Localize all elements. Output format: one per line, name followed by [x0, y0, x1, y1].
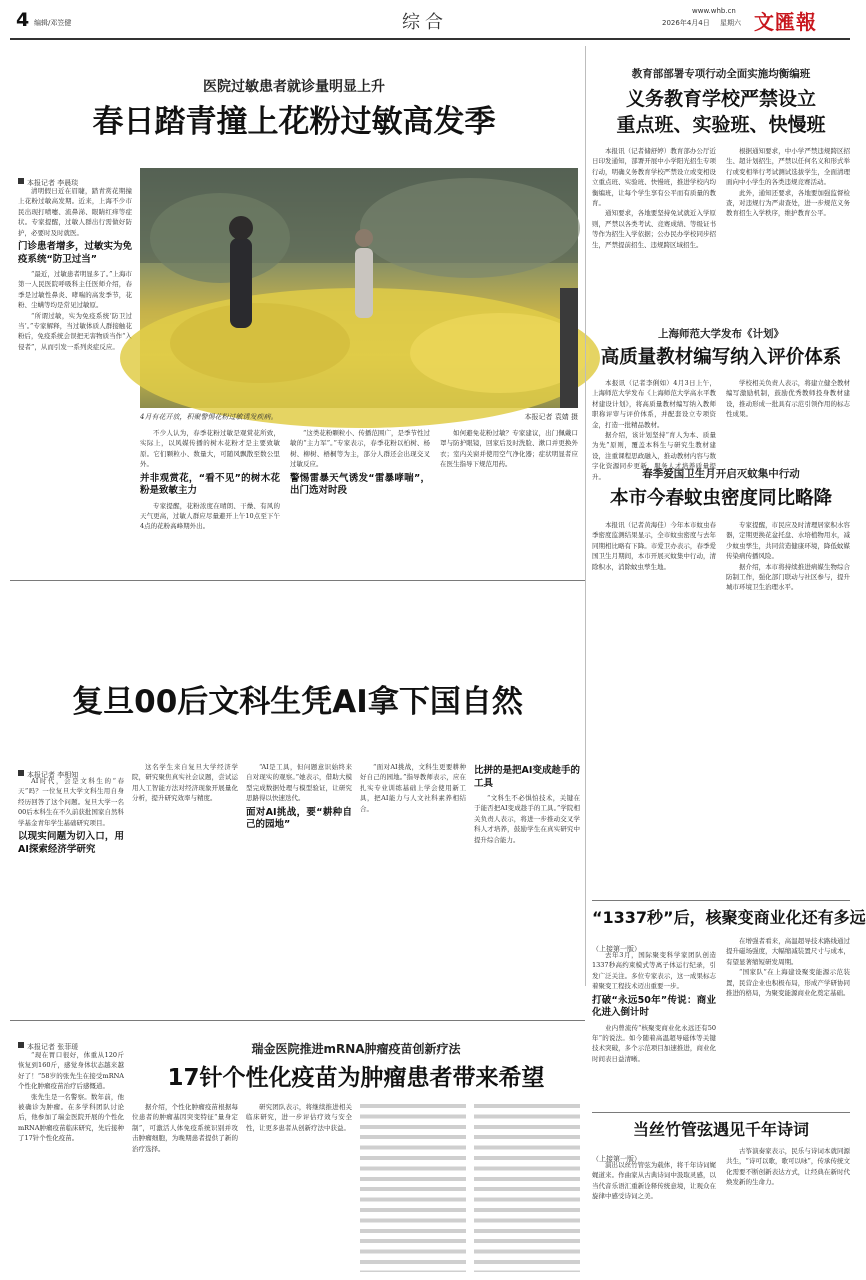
- story7-column-2: [726, 936, 850, 1110]
- story7-column-1: [592, 950, 716, 1110]
- story7-byline: （上接第一版）: [592, 945, 641, 953]
- story4-p3: 据介绍，本市将持续推进病媒生物综合防制工作，强化部门联动与社区参与，提升城市环境卫生治理水平。: [726, 562, 850, 592]
- story4-column-1: [592, 520, 716, 728]
- story6-kicker: 瑞金医院推进mRNA肿瘤疫苗创新疗法: [251, 1042, 461, 1056]
- story5-column-2: [132, 762, 238, 1016]
- story1-photo-credit: 本报记者 袁婧 摄: [524, 413, 578, 421]
- story2-p3: 根据通知要求，中小学严禁违规跨区招生、超计划招生，严禁以任何名义和形式举行或变相举行考试测试选拔学生，全面清理面向中小学生的各类违规竞赛活动。: [726, 147, 850, 187]
- story1-p6: “这类花粉颗粒小、传播范围广，是季节性过敏的“主力军”。”专家表示，春季花粉以柏树、杨树、柳树、梧桐等为主，部分人群还会出现交叉过敏反应。: [290, 429, 430, 469]
- story6-column-5: [474, 1102, 580, 1272]
- flower-field-illustration: [140, 168, 578, 408]
- story4-p2: 专家提醒，市民应及时清理居家积水容器，定期更换花盆托盘、水培植物用水，减少蚊虫孳生，共同营造健康环境，降低蚊媒传染病传播风险。: [726, 521, 850, 561]
- masthead: [10, 6, 850, 36]
- story7-p1: 去年3月，国际聚变科学家团队创造1337秒高约束模式等离子体运行纪录，引发广泛关注。多位专家表示，这一成果标志着聚变工程技术迈出重要一步。: [592, 951, 716, 991]
- story2-kicker: 教育部部署专项行动全面实施均衡编班: [631, 68, 811, 80]
- person-silhouette: [230, 238, 252, 328]
- story1-subhead-2: 并非观赏花，“看不见”的树木花粉是致敏主力: [140, 472, 280, 497]
- story1-p7: 如何避免花粉过敏？专家建议，出门佩戴口罩与防护眼镜，回家后及时洗脸、漱口并更换外衣；室内关窗并使用空气净化器；症状明显者应在医生指导下规范用药。: [440, 429, 578, 469]
- story6-byline: 本报记者 张菲瑗: [18, 1034, 128, 1046]
- story1-column-3: [290, 428, 430, 576]
- story1-p4: 不少人认为，春季花粉过敏是观赏花所致，实际上，以风媒传播的树木花粉才是主要致敏原。它们颗粒小、数量大，可随风飘散至数公里外。: [140, 429, 280, 469]
- story6-column-3: [246, 1102, 352, 1272]
- story3-p2: 据介绍，该计划坚持“育人为本、质量为先”原则，覆盖本科生与研究生教材建设，注重课程思政融入，推动教材内容与数字化资源同步更新，服务人才培养质量提升。: [592, 431, 716, 481]
- story2-headline-line1: 义务教育学校严禁设立: [625, 88, 816, 110]
- story5-p4: “面对AI挑战，文科生更要耕种好自己的园地。”指导教师表示，应在扎实专业训练基础上学会使用新工具，把AI能力与人文社科素养相结合。: [360, 763, 466, 813]
- story8-p1: 演出以丝竹管弦为载体，将千年诗词娓娓道来。作曲家从古典诗词中汲取灵感，以当代音乐语汇重新诠释传统意境，让观众在旋律中感受诗词之美。: [592, 1161, 716, 1201]
- column-divider: [585, 46, 586, 986]
- story1-column-1: [18, 186, 132, 576]
- story1-p5: 专家提醒，花粉浓度在晴朗、干燥、有风的天气更高，过敏人群应尽量避开上午10点至下午4点的花粉高峰期外出。: [140, 501, 280, 531]
- story1-column-4: [440, 428, 578, 576]
- brand-logo: 文匯報: [754, 10, 817, 34]
- story5-subhead-1: 以现实问题为切入口，用AI探索经济学研究: [18, 831, 124, 855]
- editors: 编辑/邓笠健: [34, 19, 72, 27]
- story5-headline: 复旦00后文科生凭AI拿下国自然: [72, 684, 523, 720]
- story4-column-2: [726, 520, 850, 728]
- story4-p1: 本报讯（记者黄海佳）今年本市蚊虫春季密度监测结果显示，全市蚊虫密度与去年同期相比略有下降。市爱卫办表示，春季爱国卫生月期间，本市开展灭蚊集中行动，清除积水，消除蚊虫孳生地。: [592, 521, 716, 571]
- story8-column-1: [592, 1160, 716, 1272]
- section-rule: [592, 900, 850, 901]
- story4-headline: 本市今春蚊虫密度同比略降: [609, 488, 832, 509]
- story2-column-2: [726, 146, 850, 354]
- story6-column-1: [18, 1050, 124, 1272]
- story7-headline: “1337秒”后，核聚变商业化还有多远: [592, 908, 866, 927]
- story1-headline: 春日踏青撞上花粉过敏高发季: [92, 104, 496, 140]
- story1-p2: “最近，过敏患者明显多了。”上海市第一人民医院呼吸科主任医师介绍，春季是过敏性鼻炎、哮喘的高发季节，花粉、尘螨等均是常见过敏原。: [18, 270, 132, 310]
- story3-kicker: 上海师范大学发布《计划》: [658, 328, 784, 340]
- byline-square-icon: [18, 770, 24, 776]
- story1-subhead-1: 门诊患者增多，过敏实为免疫系统“防卫过当”: [18, 241, 133, 265]
- story1-caption: 4月有花开放，积聚警惕花粉过敏诱发疾病。: [140, 413, 278, 421]
- page-number: 4: [16, 9, 30, 31]
- story6-p4: 研究团队表示，将继续推进相关临床研究，进一步评估疗效与安全性，让更多患者从创新疗法中获益。: [246, 1103, 352, 1132]
- story5-p5: “文科生不必惧怕技术，关键在于能否把AI变成趁手的工具。”学院相关负责人表示，将进一步推动交叉学科人才培养，鼓励学生在真实研究中提升综合能力。: [474, 794, 580, 844]
- story8-p2: 古筝演奏家表示，民乐与诗词本就同源共生，“诗可以歌，歌可以咏”，传承传统文化需要不断创新表达方式，让经典在新时代焕发新的生命力。: [726, 1147, 850, 1187]
- byline-square-icon: [18, 1042, 24, 1048]
- story5-subhead-3: 比拼的是把AI变成趁手的工具: [474, 765, 580, 789]
- section-rule: [10, 580, 585, 581]
- story7-p2: 业内曾流传“核聚变商业化永远还有50年”的说法。如今随着高温超导磁体等关键技术突破，多个示范项目加速推进，商业化时间表日益清晰。: [592, 1023, 716, 1063]
- story8-byline: （上接第一版）: [592, 1155, 641, 1163]
- story6-p3: 据介绍，个性化肿瘤疫苗根据每位患者的肿瘤基因突变特征“量身定制”，可激活人体免疫系统识别并攻击肿瘤细胞，为晚期患者提供了新的治疗选择。: [132, 1103, 238, 1153]
- story2-p4: 此外，通知还要求，各地要加强监督检查，对违规行为严肃查处，进一步规范义务教育招生入学秩序，维护教育公平。: [726, 188, 850, 218]
- story4-kicker: 春季爱国卫生月开启灭蚊集中行动: [642, 468, 800, 480]
- story2-p2: 通知要求，各地要坚持免试就近入学原则，严禁以各类考试、竞赛成绩、等级证书等作为招生入学依据；公办民办学校同步招生，严禁提前招生、违规跨区域招生。: [592, 209, 716, 249]
- story3-p1: 本报讯（记者李俐如）4月3日上午，上海师范大学发布《上海师范大学高水平教材建设计划》，将高质量教材编写纳入教师职称评审与评价体系，并配套设立专项资金，打造一批精品教材。: [592, 379, 716, 429]
- story5-p1: AI时代，会是文科生的“春天”吗？一位复旦大学文科生用自身经历回答了这个问题。复旦大学一名00后本科生在不久前获批国家自然科学基金青年学生基础研究项目。: [18, 777, 124, 827]
- story6-p2: 张先生是一名警察。数年前，他被确诊为肿瘤。在多学科团队讨论后，他参加了瑞金医院开展的个性化mRNA肿瘤疫苗临床研究，先后接种了17针个性化疫苗。: [18, 1092, 124, 1143]
- story8-column-2: [726, 1146, 850, 1272]
- weekday: 星期六: [720, 19, 741, 27]
- story1-kicker: 医院过敏患者就诊量明显上升: [203, 79, 385, 95]
- story5-byline: 本报记者 李相知: [18, 762, 128, 774]
- website: www.whb.cn: [692, 7, 736, 15]
- story1-p1: 清明假日近在眉睫，踏青赏花期撞上花粉过敏高发期。近来，上海不少市民出现打喷嚏、流鼻涕、眼睛红痒等症状。专家提醒，过敏人群出行需做好防护，必要时及时就医。: [18, 187, 132, 237]
- story5-column-4: [360, 762, 466, 1016]
- story2-column-1: [592, 146, 716, 354]
- story7-subhead-1: 打破“永远50年”传说：商业化进入倒计时: [592, 994, 716, 1019]
- story5-p2: 这名学生来自复旦大学经济学院，研究聚焦真实社会议题，尝试运用人工智能方法对经济现象开展量化分析，提升研究效率与精度。: [132, 763, 238, 803]
- section-rule: [592, 1112, 850, 1113]
- story1-p3: “所谓过敏，实为免疫系统‘防卫过当’。”专家解释，当过敏体质人群接触花粉后，免疫系统会误把无害物质当作“入侵者”，从而引发一系列炎症反应。: [18, 311, 132, 351]
- story8-headline: 当丝竹管弦遇见千年诗词: [632, 1120, 809, 1139]
- story1-subhead-3: 警惕雷暴天气诱发“雷暴哮喘”，出门选对时段: [290, 472, 430, 497]
- story6-p1: “现在胃口很好，体重从120斤恢复到160斤，感觉身体状态越来越好了！”58岁的张先生在接受mRNA个性化肿瘤疫苗治疗后感慨道。: [18, 1051, 124, 1091]
- story5-column-1: [18, 776, 124, 1016]
- story7-p3: 在增强者看来，高温超导技术路线通过提升磁场强度，大幅缩减装置尺寸与成本，有望显著缩短研发周期。: [726, 937, 850, 966]
- story5-p3: “AI是工具，但问题意识始终来自对现实的观察。”她表示，借助大模型完成数据处理与模型验证，让研究思路得以快速迭代。: [246, 763, 352, 803]
- story3-p3: 学校相关负责人表示，将建立健全教材编写激励机制，鼓励优秀教师投身教材建设，推动形成一批具有示范引领作用的标志性成果。: [726, 379, 850, 419]
- story1-column-2: [140, 428, 280, 576]
- story6-headline: 17针个性化疫苗为肿瘤患者带来希望: [167, 1065, 545, 1091]
- section-rule: [10, 1020, 585, 1021]
- section-title: 综合: [402, 12, 448, 33]
- masthead-rule: [10, 38, 850, 40]
- story5-column-5: [474, 762, 580, 1016]
- story5-subhead-2: 面对AI挑战，要“耕种自己的园地”: [246, 806, 352, 831]
- story2-p1: 本报讯（记者储舒婷）教育部办公厅近日印发通知，部署开展中小学阳光招生专项行动，明确义务教育学校严禁设立或变相设立重点班、实验班、快慢班，推进学校内均衡编班，让每个学生享有公平而有质量的教育。: [592, 147, 716, 208]
- story2-headline-line2: 重点班、实验班、快慢班: [616, 114, 826, 136]
- date: 2026年4月4日: [662, 19, 710, 27]
- story1-photo: [140, 168, 578, 408]
- story5-column-3: [246, 762, 352, 1016]
- story6-column-4: [360, 1102, 466, 1272]
- story1-byline: 本报记者 李晨琰: [18, 170, 133, 182]
- story7-p4: “国家队”在上海建设聚变能源示范装置，民营企业也积极布局，形成产学研协同推进的格局，为聚变能源商业化奠定基础。: [726, 968, 850, 998]
- byline-square-icon: [18, 178, 24, 184]
- story3-headline: 高质量教材编写纳入评价体系: [600, 347, 842, 368]
- story6-column-2: [132, 1102, 238, 1272]
